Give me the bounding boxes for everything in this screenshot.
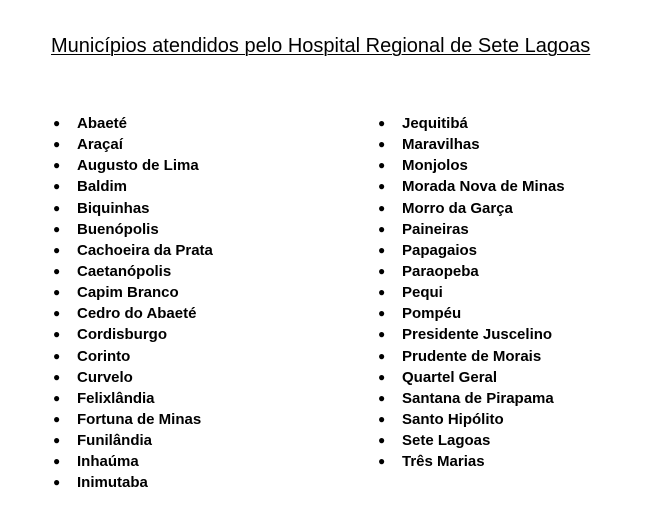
municipality-name: Capim Branco (77, 284, 179, 302)
municipality-name: Inhaúma (77, 453, 139, 471)
municipality-item (377, 409, 565, 430)
municipality-name: Jequitibá (402, 115, 468, 132)
municipality-name: Maravilhas (402, 136, 480, 154)
bullet-icon: ● (378, 306, 386, 321)
municipality-name: Felixlândia (77, 389, 155, 407)
municipality-item (377, 198, 565, 219)
municipality-item (377, 282, 565, 303)
municipality-item (52, 472, 213, 493)
bullet-icon: ● (53, 327, 61, 342)
municipality-item (52, 240, 213, 261)
bullet-icon: ● (378, 390, 386, 405)
municipality-item (52, 219, 213, 240)
municipality-item (377, 324, 565, 345)
municipality-item (52, 113, 213, 134)
municipality-name: Funilândia (77, 432, 152, 450)
municipality-item (52, 282, 213, 303)
bullet-icon: ● (378, 221, 386, 236)
municipality-name: Morro da Garça (402, 199, 513, 217)
municipality-name: Monjolos (402, 157, 468, 175)
municipality-item (52, 388, 213, 409)
municipality-item (377, 388, 565, 409)
bullet-icon: ● (378, 200, 386, 215)
municipality-item (52, 346, 213, 367)
municipality-name: Quartel Geral (402, 368, 498, 386)
municipality-name: Abaeté (77, 115, 128, 132)
bullet-icon: ● (53, 200, 61, 215)
bullet-icon: ● (53, 390, 61, 405)
municipality-name: Morada Nova de Minas (402, 178, 565, 196)
bullet-icon: ● (378, 158, 386, 173)
municipality-list-right (377, 113, 565, 472)
bullet-icon: ● (378, 433, 386, 448)
bullet-icon: ● (378, 179, 386, 194)
municipality-item (377, 176, 565, 197)
bullet-icon: ● (53, 306, 61, 321)
municipality-name: Paineiras (402, 220, 469, 238)
municipality-name: Três Marias (402, 453, 485, 471)
municipality-item (52, 324, 213, 345)
municipality-item (52, 176, 213, 197)
bullet-icon: ● (378, 263, 386, 278)
municipality-item (52, 261, 213, 282)
bullet-icon: ● (53, 348, 61, 363)
municipality-item (377, 261, 565, 282)
bullet-icon: ● (378, 369, 386, 384)
municipality-name: Caetanópolis (77, 262, 172, 280)
municipality-name: Araçaí (77, 136, 123, 154)
municipality-item (52, 155, 213, 176)
bullet-icon: ● (53, 137, 61, 152)
municipality-name: Prudente de Morais (402, 347, 542, 365)
bullet-icon: ● (378, 411, 386, 426)
municipality-name: Inimutaba (77, 474, 148, 492)
municipality-item (377, 155, 565, 176)
municipality-item (377, 430, 565, 451)
municipality-item (52, 451, 213, 472)
municipality-name: Buenópolis (77, 220, 159, 238)
municipality-name: Curvelo (77, 368, 133, 386)
bullet-icon: ● (53, 242, 61, 257)
municipality-list-left (52, 113, 213, 494)
municipality-name: Papagaios (402, 241, 478, 259)
municipality-item (377, 113, 565, 134)
bullet-icon: ● (378, 454, 386, 469)
municipality-name: Santana de Pirapama (402, 389, 554, 407)
municipality-item (377, 240, 565, 261)
bullet-icon: ● (53, 179, 61, 194)
bullet-icon: ● (53, 158, 61, 173)
municipality-name: Corinto (77, 347, 131, 365)
bullet-icon: ● (378, 116, 386, 130)
bullet-icon: ● (378, 137, 386, 152)
bullet-icon: ● (378, 242, 386, 257)
municipality-item (52, 134, 213, 155)
bullet-icon: ● (53, 116, 61, 130)
municipality-item (377, 346, 565, 367)
bullet-icon: ● (53, 285, 61, 300)
document-title: Municípios atendidos pelo Hospital Regional de Sete Lagoas (51, 35, 591, 57)
municipality-name: Cachoeira da Prata (77, 241, 213, 259)
bullet-icon: ● (53, 263, 61, 278)
municipality-name: Cedro do Abaeté (77, 305, 197, 323)
municipality-item (52, 409, 213, 430)
municipality-name: Sete Lagoas (402, 432, 491, 450)
municipality-item (52, 303, 213, 324)
municipality-item (377, 303, 565, 324)
municipality-item (377, 219, 565, 240)
municipality-name: Baldim (77, 178, 128, 196)
municipality-name: Cordisburgo (77, 326, 167, 344)
bullet-icon: ● (53, 369, 61, 384)
bullet-icon: ● (53, 454, 61, 469)
bullet-icon: ● (53, 411, 61, 426)
municipality-item (377, 367, 565, 388)
municipality-name: Paraopeba (402, 262, 479, 280)
municipality-item (52, 430, 213, 451)
municipality-item (52, 367, 213, 388)
municipality-item (52, 198, 213, 219)
municipality-name: Biquinhas (77, 199, 150, 217)
bullet-icon: ● (378, 285, 386, 300)
bullet-icon: ● (53, 475, 61, 490)
municipality-name: Pequi (402, 284, 443, 302)
municipality-item (377, 134, 565, 155)
bullet-icon: ● (53, 433, 61, 448)
municipality-name: Augusto de Lima (77, 157, 199, 175)
municipality-name: Fortuna de Minas (77, 410, 202, 428)
municipality-item (377, 451, 565, 472)
bullet-icon: ● (53, 221, 61, 236)
municipality-name: Presidente Juscelino (402, 326, 553, 344)
municipality-name: Santo Hipólito (402, 410, 504, 428)
bullet-icon: ● (378, 327, 386, 342)
bullet-icon: ● (378, 348, 386, 363)
municipality-name: Pompéu (402, 305, 462, 323)
